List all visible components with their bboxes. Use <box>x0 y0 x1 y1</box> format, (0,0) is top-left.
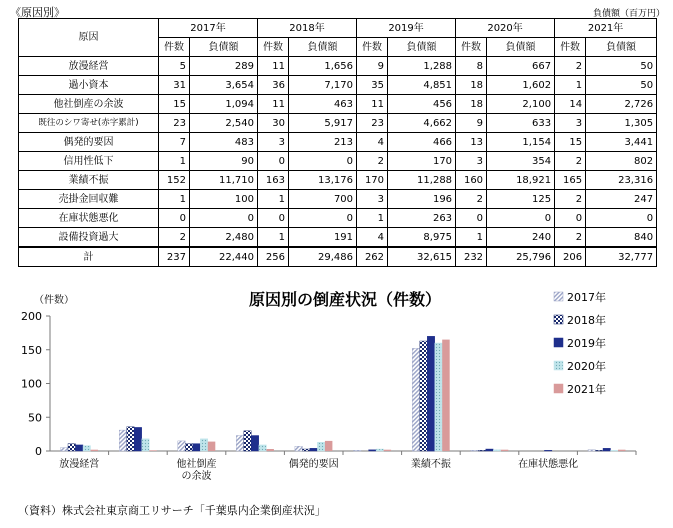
bar <box>596 450 604 451</box>
y-tick-label: 150 <box>21 343 42 357</box>
bar <box>603 448 611 451</box>
debt-cell: 13,176 <box>289 171 357 190</box>
year-header: 2017年 <box>159 19 258 38</box>
bar <box>325 441 333 451</box>
x-tick-label: の余波 <box>181 471 212 482</box>
count-cell: 15 <box>555 133 586 152</box>
debt-cell: 2,540 <box>190 114 258 133</box>
table-row <box>19 190 657 209</box>
bar <box>251 436 258 452</box>
bar <box>420 341 428 451</box>
count-cell: 1 <box>258 228 289 248</box>
y-tick-label: 0 <box>35 445 42 458</box>
debt-cell: 8,975 <box>388 228 456 248</box>
bar <box>317 442 325 451</box>
count-header: 件数 <box>258 38 289 57</box>
debt-cell: 263 <box>388 209 456 228</box>
debt-cell: 50 <box>586 76 657 95</box>
year-header: 2021年 <box>555 19 657 38</box>
legend-label: 2020年 <box>567 360 606 373</box>
debt-cell: 196 <box>388 190 456 209</box>
debt-cell: 29,486 <box>289 247 357 267</box>
bar <box>310 448 318 451</box>
bar <box>185 444 193 451</box>
count-cell: 9 <box>357 57 388 76</box>
count-cell: 23 <box>357 114 388 133</box>
bar <box>134 427 142 451</box>
debt-cell: 1,094 <box>190 95 258 114</box>
debt-cell: 2,480 <box>190 228 258 248</box>
y-tick-label: 50 <box>28 411 42 425</box>
bar <box>376 449 384 451</box>
debt-cell: 802 <box>586 152 657 171</box>
table-row <box>19 57 657 76</box>
bar <box>61 448 69 451</box>
count-cell: 3 <box>456 152 487 171</box>
count-cell: 2 <box>456 190 487 209</box>
legend-label: 2019年 <box>567 337 606 350</box>
debt-cell: 2,100 <box>487 95 555 114</box>
table-row <box>19 228 657 248</box>
legend-swatch <box>554 315 563 324</box>
count-cell: 237 <box>159 247 190 267</box>
debt-cell: 3,654 <box>190 76 258 95</box>
bar <box>471 450 479 451</box>
count-cell: 8 <box>456 57 487 76</box>
bar <box>354 450 362 451</box>
count-cell: 0 <box>456 209 487 228</box>
debt-cell: 3,441 <box>586 133 657 152</box>
count-cell: 14 <box>555 95 586 114</box>
bar <box>618 450 626 451</box>
source-note: （資料）株式会社東京商工リサーチ「千葉県内企業倒産状況」 <box>18 504 326 517</box>
count-cell: 18 <box>456 76 487 95</box>
bar <box>384 450 392 451</box>
debt-cell: 50 <box>586 57 657 76</box>
x-tick-label: 他社倒産 <box>176 459 217 470</box>
debt-cell: 289 <box>190 57 258 76</box>
debt-cell: 667 <box>487 57 555 76</box>
debt-cell: 463 <box>289 95 357 114</box>
bar <box>493 450 501 451</box>
legend-swatch <box>554 292 563 301</box>
debt-header: 負債額 <box>289 38 357 57</box>
bar-chart <box>0 286 673 496</box>
debt-header: 負債額 <box>190 38 258 57</box>
count-cell: 4 <box>357 133 388 152</box>
cause-cell: 業績不振 <box>19 171 159 190</box>
count-cell: 2 <box>555 152 586 171</box>
cause-cell: 既往のシワ寄せ(赤字累計) <box>19 114 159 133</box>
y-tick-label: 200 <box>21 310 42 323</box>
debt-cell: 633 <box>487 114 555 133</box>
bar <box>208 442 216 451</box>
table-row <box>19 114 657 133</box>
debt-header: 負債額 <box>388 38 456 57</box>
bar <box>369 450 377 451</box>
bar <box>149 450 157 451</box>
debt-cell: 5,917 <box>289 114 357 133</box>
debt-cell: 100 <box>190 190 258 209</box>
debt-header: 負債額 <box>586 38 657 57</box>
count-cell: 262 <box>357 247 388 267</box>
year-header: 2020年 <box>456 19 555 38</box>
table-row <box>19 133 657 152</box>
count-cell: 4 <box>357 228 388 248</box>
count-cell: 11 <box>258 95 289 114</box>
count-cell: 163 <box>258 171 289 190</box>
count-cell: 1 <box>258 190 289 209</box>
x-tick-label: 偶発的要因 <box>288 459 339 470</box>
y-axis-label: （件数） <box>34 295 74 306</box>
debt-cell: 1,154 <box>487 133 555 152</box>
bar <box>83 446 91 451</box>
table-row <box>19 152 657 171</box>
y-tick-label: 100 <box>21 377 42 391</box>
debt-cell: 32,777 <box>586 247 657 267</box>
count-cell: 13 <box>456 133 487 152</box>
bar <box>76 445 84 451</box>
table-row <box>19 171 657 190</box>
count-cell: 256 <box>258 247 289 267</box>
x-tick-label: 在庫状態悪化 <box>518 459 579 470</box>
cause-cell: 放漫経営 <box>19 57 159 76</box>
debt-cell: 90 <box>190 152 258 171</box>
debt-cell: 213 <box>289 133 357 152</box>
count-header: 件数 <box>456 38 487 57</box>
table-row <box>19 247 657 267</box>
count-cell: 11 <box>357 95 388 114</box>
count-cell: 0 <box>258 152 289 171</box>
bar <box>178 441 186 451</box>
count-cell: 36 <box>258 76 289 95</box>
x-tick-label: 放漫経営 <box>59 459 100 470</box>
bar <box>588 450 596 451</box>
count-cell: 15 <box>159 95 190 114</box>
year-header: 2019年 <box>357 19 456 38</box>
debt-cell: 700 <box>289 190 357 209</box>
debt-cell: 483 <box>190 133 258 152</box>
debt-cell: 25,796 <box>487 247 555 267</box>
debt-cell: 7,170 <box>289 76 357 95</box>
table-row <box>19 209 657 228</box>
count-cell: 1 <box>456 228 487 248</box>
bar <box>427 336 435 451</box>
count-cell: 2 <box>159 228 190 248</box>
count-cell: 35 <box>357 76 388 95</box>
debt-cell: 1,305 <box>586 114 657 133</box>
count-cell: 2 <box>555 190 586 209</box>
bar <box>244 431 252 451</box>
count-cell: 0 <box>159 209 190 228</box>
cause-cell: 過小資本 <box>19 76 159 95</box>
count-cell: 7 <box>159 133 190 152</box>
bar <box>119 430 127 451</box>
cause-cell: 設備投資過大 <box>19 228 159 248</box>
debt-cell: 840 <box>586 228 657 248</box>
bar <box>142 439 150 451</box>
count-cell: 170 <box>357 171 388 190</box>
table-section-label: 《原因別》 <box>10 6 65 19</box>
bar <box>611 450 619 451</box>
count-cell: 2 <box>357 152 388 171</box>
bar <box>68 444 76 451</box>
table-row <box>19 95 657 114</box>
debt-cell: 22,440 <box>190 247 258 267</box>
debt-cell: 0 <box>289 152 357 171</box>
cause-cell: 他社倒産の余波 <box>19 95 159 114</box>
debt-cell: 4,851 <box>388 76 456 95</box>
count-cell: 9 <box>456 114 487 133</box>
count-cell: 31 <box>159 76 190 95</box>
cause-cell: 在庫状態悪化 <box>19 209 159 228</box>
bar <box>501 450 509 451</box>
debt-cell: 191 <box>289 228 357 248</box>
debt-cell: 240 <box>487 228 555 248</box>
count-header: 件数 <box>159 38 190 57</box>
debt-cell: 11,710 <box>190 171 258 190</box>
count-cell: 11 <box>258 57 289 76</box>
debt-cell: 0 <box>586 209 657 228</box>
legend-label: 2017年 <box>567 291 606 304</box>
cause-cell: 信用性低下 <box>19 152 159 171</box>
debt-cell: 0 <box>487 209 555 228</box>
debt-header: 負債額 <box>487 38 555 57</box>
debt-cell: 23,316 <box>586 171 657 190</box>
debt-cell: 466 <box>388 133 456 152</box>
bar <box>127 427 135 451</box>
count-header: 件数 <box>555 38 586 57</box>
bar <box>442 340 450 451</box>
legend-swatch <box>554 384 563 393</box>
count-cell: 152 <box>159 171 190 190</box>
debt-cell: 354 <box>487 152 555 171</box>
bar <box>193 444 201 451</box>
count-cell: 165 <box>555 171 586 190</box>
count-cell: 1 <box>159 190 190 209</box>
bar <box>478 450 486 451</box>
debt-cell: 456 <box>388 95 456 114</box>
count-cell: 18 <box>456 95 487 114</box>
count-cell: 1 <box>555 76 586 95</box>
year-header: 2018年 <box>258 19 357 38</box>
debt-cell: 2,726 <box>586 95 657 114</box>
bar <box>259 445 267 451</box>
count-cell: 23 <box>159 114 190 133</box>
cause-header: 原因 <box>19 19 159 57</box>
cause-cell: 売掛金回収難 <box>19 190 159 209</box>
debt-cell: 1,656 <box>289 57 357 76</box>
count-cell: 5 <box>159 57 190 76</box>
count-cell: 160 <box>456 171 487 190</box>
legend-label: 2021年 <box>567 383 606 396</box>
x-tick-label: 業績不振 <box>410 459 451 470</box>
bar <box>236 436 244 452</box>
count-cell: 3 <box>258 133 289 152</box>
debt-cell: 247 <box>586 190 657 209</box>
bar <box>302 449 310 451</box>
count-cell: 3 <box>555 114 586 133</box>
chart-title: 原因別の倒産状況（件数） <box>248 290 442 309</box>
debt-cell: 125 <box>487 190 555 209</box>
legend-swatch <box>554 338 563 347</box>
debt-cell: 4,662 <box>388 114 456 133</box>
debt-cell: 0 <box>289 209 357 228</box>
bar <box>91 450 99 451</box>
legend-label: 2018年 <box>567 314 606 327</box>
count-cell: 206 <box>555 247 586 267</box>
count-cell: 2 <box>555 228 586 248</box>
cause-cell: 偶発的要因 <box>19 133 159 152</box>
bar <box>412 348 420 451</box>
bar <box>544 450 552 451</box>
debt-cell: 0 <box>190 209 258 228</box>
cause-cell: 計 <box>19 247 159 267</box>
table-row <box>19 76 657 95</box>
debt-cell: 11,288 <box>388 171 456 190</box>
count-cell: 3 <box>357 190 388 209</box>
count-cell: 1 <box>159 152 190 171</box>
debt-cell: 1,288 <box>388 57 456 76</box>
count-header: 件数 <box>357 38 388 57</box>
bar <box>200 439 208 451</box>
count-cell: 0 <box>258 209 289 228</box>
bar <box>266 449 274 451</box>
debt-cell: 170 <box>388 152 456 171</box>
debt-cell: 1,602 <box>487 76 555 95</box>
legend-swatch <box>554 361 563 370</box>
debt-cell: 32,615 <box>388 247 456 267</box>
count-cell: 30 <box>258 114 289 133</box>
unit-label: 負債額（百万円） <box>592 9 665 19</box>
count-cell: 0 <box>555 209 586 228</box>
bar <box>486 449 494 451</box>
bar <box>295 446 303 451</box>
bar <box>435 343 443 451</box>
debt-cell: 18,921 <box>487 171 555 190</box>
count-cell: 232 <box>456 247 487 267</box>
cause-table <box>18 18 657 267</box>
count-cell: 2 <box>555 57 586 76</box>
count-cell: 1 <box>357 209 388 228</box>
